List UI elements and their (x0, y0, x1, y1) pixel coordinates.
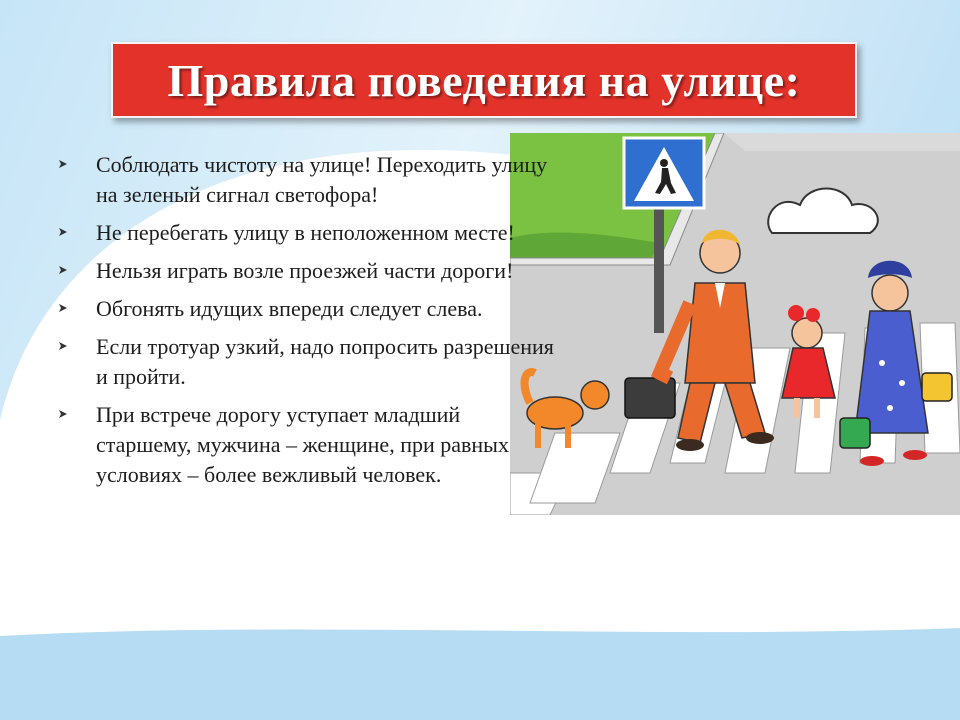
list-item (54, 400, 554, 490)
arrowhead-bullet-icon (58, 159, 68, 169)
page-title: Правила поведения на улице: (167, 54, 801, 106)
rule-text: Не перебегать улицу в неположенном месте! (96, 220, 515, 245)
rules-list (54, 150, 554, 490)
rule-text: Соблюдать чистоту на улице! Переходить улицу на зеленый сигнал светофора! (96, 152, 548, 207)
list-item (54, 256, 554, 286)
list-item (54, 332, 554, 392)
rule-text: Нельзя играть возле проезжей части дороги! (96, 258, 514, 283)
list-item (54, 218, 554, 248)
rule-text: При встрече дорогу уступает младший старшему, мужчина – женщине, при равных условиях – более вежливый человек. (96, 402, 509, 487)
rule-text: Если тротуар узкий, надо попросить разрешения и пройти. (96, 334, 554, 389)
arrowhead-bullet-icon (58, 341, 68, 351)
arrowhead-bullet-icon (58, 409, 68, 419)
rule-text: Обгонять идущих впереди следует слева. (96, 296, 483, 321)
list-item (54, 150, 554, 210)
family-crossing-zebra-illustration (510, 133, 960, 515)
arrowhead-bullet-icon (58, 227, 68, 237)
arrowhead-bullet-icon (58, 303, 68, 313)
list-item (54, 294, 554, 324)
arrowhead-bullet-icon (58, 265, 68, 275)
title-banner (111, 42, 857, 118)
